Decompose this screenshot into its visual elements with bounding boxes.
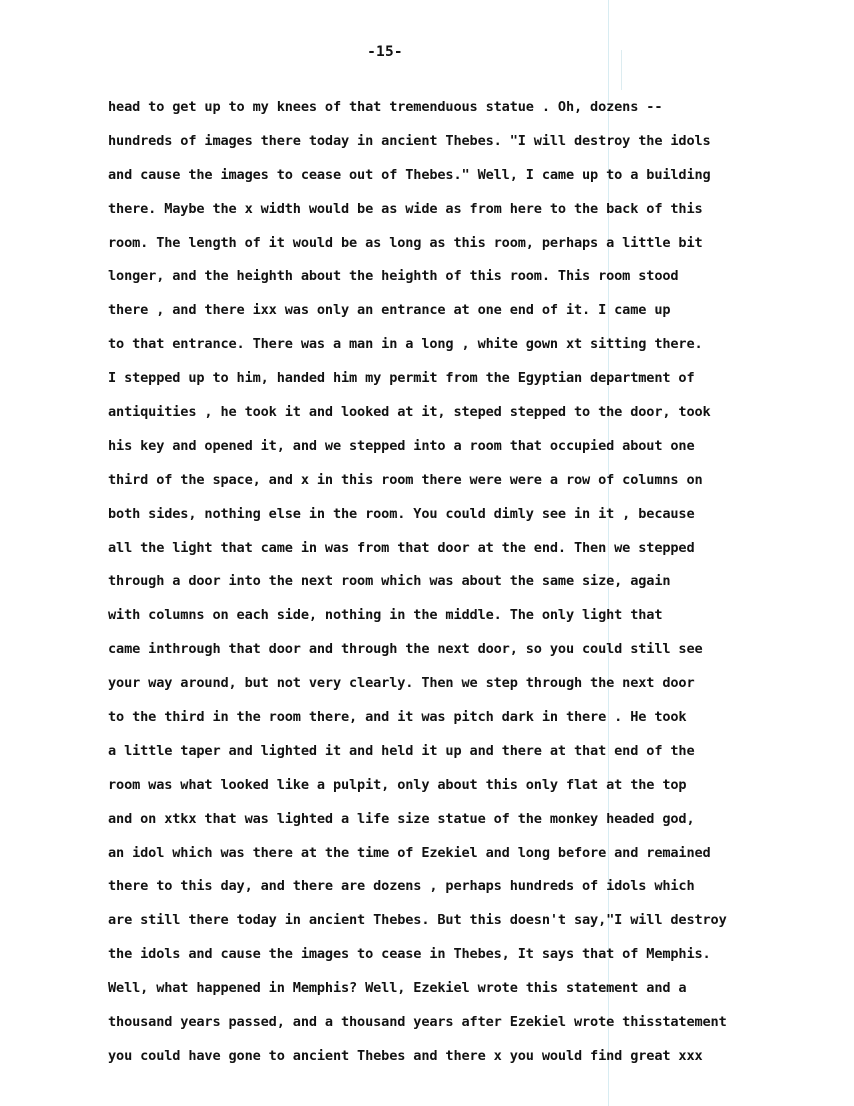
text-line: third of the space, and x in this room there were were a row of columns on (108, 471, 703, 488)
text-line: the idols and cause the images to cease in Thebes, It says that of Memphis. (108, 946, 711, 963)
text-line: I stepped up to him, handed him my permit from the Egyptian department of (108, 370, 695, 387)
text-line: antiquities , he took it and looked at it, steped stepped to the door, took (108, 404, 711, 421)
text-line: thousand years passed, and a thousand years after Ezekiel wrote thisstatement (108, 1014, 727, 1031)
text-line: room. The length of it would be as long as this room, perhaps a little bit (108, 234, 703, 251)
text-line: to the third in the room there, and it was pitch dark in there . He took (108, 709, 687, 726)
page-number: -15- (367, 44, 403, 60)
text-line: through a door into the next room which was about the same size, again (108, 573, 671, 590)
text-line: there to this day, and there are dozens , perhaps hundreds of idols which (108, 878, 695, 895)
text-line: to that entrance. There was a man in a long , white gown xt sitting there. (108, 336, 703, 353)
text-line: hundreds of images there today in ancient Thebes. "I will destroy the idols (108, 132, 711, 149)
text-line: and on xtkx that was lighted a life size statue of the monkey headed god, (108, 810, 695, 827)
text-line: longer, and the heighth about the heighth of this room. This room stood (108, 268, 679, 285)
text-line: Well, what happened in Memphis? Well, Ezekiel wrote this statement and a (108, 980, 687, 997)
text-line: there. Maybe the x width would be as wide as from here to the back of this (108, 200, 703, 217)
text-line: a little taper and lighted it and held it up and there at that end of the (108, 742, 695, 759)
text-line: head to get up to my knees of that tremenduous statue . Oh, dozens -- (108, 99, 663, 115)
body-text (108, 95, 828, 1078)
text-line: you could have gone to ancient Thebes and there x you would find great xxx (108, 1047, 703, 1064)
text-line: room was what looked like a pulpit, only about this only flat at the top (108, 776, 687, 793)
text-line: an idol which was there at the time of Ezekiel and long before and remained (108, 844, 711, 861)
text-line: all the light that came in was from that door at the end. Then we stepped (108, 539, 695, 556)
text-line: his key and opened it, and we stepped into a room that occupied about one (108, 437, 695, 454)
text-line: and cause the images to cease out of Thebes." Well, I came up to a building (108, 166, 711, 183)
text-line: came inthrough that door and through the next door, so you could still see (108, 641, 703, 658)
text-line: there , and there ixx was only an entrance at one end of it. I came up (108, 302, 671, 319)
text-line: with columns on each side, nothing in the middle. The only light that (108, 607, 663, 624)
text-line: are still there today in ancient Thebes. But this doesn't say,"I will destroy (108, 912, 727, 929)
text-line: your way around, but not very clearly. Then we step through the next door (108, 675, 695, 692)
text-line: both sides, nothing else in the room. You could dimly see in it , because (108, 505, 695, 522)
